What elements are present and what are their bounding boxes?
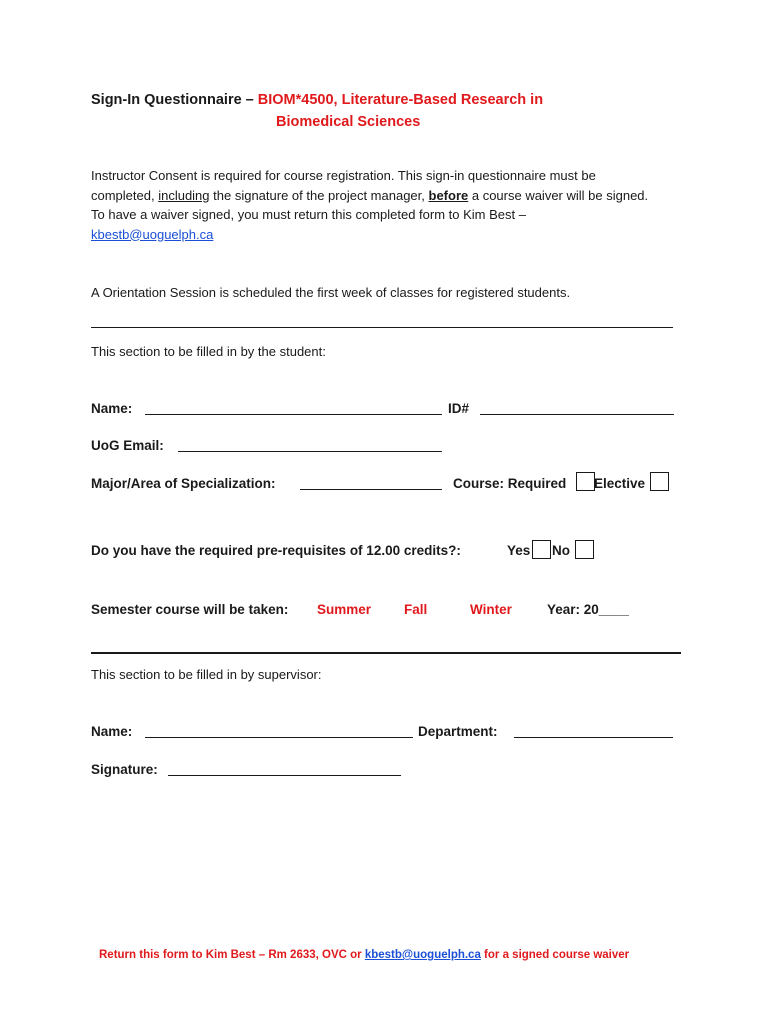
orientation-text: A Orientation Session is scheduled the first week of classes for registered students. bbox=[91, 285, 571, 300]
semester-winter[interactable]: Winter bbox=[470, 602, 512, 617]
title-course-line1: BIOM*4500, Literature-Based Research in bbox=[257, 92, 544, 108]
supervisor-name-field[interactable] bbox=[145, 737, 413, 738]
email-link[interactable]: kbestb@uoguelph.ca bbox=[91, 226, 214, 242]
department-label: Department: bbox=[418, 724, 498, 739]
signature-label: Signature: bbox=[91, 762, 158, 777]
title-prefix: Sign-In Questionnaire – bbox=[91, 92, 258, 108]
yes-checkbox[interactable] bbox=[532, 540, 551, 559]
intro-text-b: the signature of the project manager, bbox=[209, 187, 429, 203]
footer-text-b: for a signed course waiver bbox=[480, 949, 630, 961]
department-field[interactable] bbox=[514, 737, 673, 738]
student-section-heading: This section to be filled in by the student: bbox=[91, 344, 326, 359]
year-field[interactable]: Year: 20____ bbox=[547, 602, 629, 617]
name-label: Name: bbox=[91, 401, 133, 416]
yes-label: Yes bbox=[507, 543, 531, 558]
uog-email-field[interactable] bbox=[178, 451, 442, 452]
footer-text-a: Return this form to Kim Best – Rm 2633, OVC or bbox=[99, 949, 365, 961]
student-name-field[interactable] bbox=[145, 414, 442, 415]
footer-email-link[interactable]: kbestb@uoguelph.ca bbox=[364, 949, 481, 961]
intro-text-c: a course waiver will be signed. bbox=[468, 187, 649, 203]
supervisor-name-label: Name: bbox=[91, 724, 133, 739]
id-label: ID# bbox=[448, 401, 470, 416]
elective-checkbox[interactable] bbox=[650, 472, 669, 491]
semester-label: Semester course will be taken: bbox=[91, 602, 289, 617]
title-course-line2: Biomedical Sciences bbox=[276, 114, 421, 130]
major-field[interactable] bbox=[300, 489, 442, 490]
footer-note bbox=[99, 949, 629, 961]
intro-text-a: Instructor Consent is required for course registration. This sign-in questionnaire must be completed, bbox=[91, 168, 596, 203]
supervisor-divider bbox=[91, 652, 681, 654]
supervisor-section-heading: This section to be filled in by supervisor: bbox=[91, 667, 322, 682]
elective-label: Elective bbox=[594, 476, 646, 491]
before-text: before bbox=[428, 187, 469, 203]
uog-email-label: UoG Email: bbox=[91, 438, 164, 453]
no-checkbox[interactable] bbox=[575, 540, 594, 559]
course-required-label: Course: Required bbox=[453, 476, 567, 491]
semester-fall[interactable]: Fall bbox=[404, 602, 428, 617]
prereq-question: Do you have the required pre-requisites of 12.00 credits?: bbox=[91, 543, 461, 558]
required-checkbox[interactable] bbox=[576, 472, 595, 491]
section-divider bbox=[91, 327, 673, 328]
major-label: Major/Area of Specialization: bbox=[91, 476, 276, 491]
no-label: No bbox=[552, 543, 570, 558]
document-title bbox=[91, 92, 651, 108]
intro-paragraph bbox=[91, 166, 651, 244]
semester-summer[interactable]: Summer bbox=[317, 602, 372, 617]
signature-field[interactable] bbox=[168, 775, 401, 776]
waiver-instruction: To have a waiver signed, you must return this completed form to Kim Best – bbox=[91, 207, 526, 222]
student-id-field[interactable] bbox=[480, 414, 674, 415]
including-text: including bbox=[158, 187, 210, 203]
